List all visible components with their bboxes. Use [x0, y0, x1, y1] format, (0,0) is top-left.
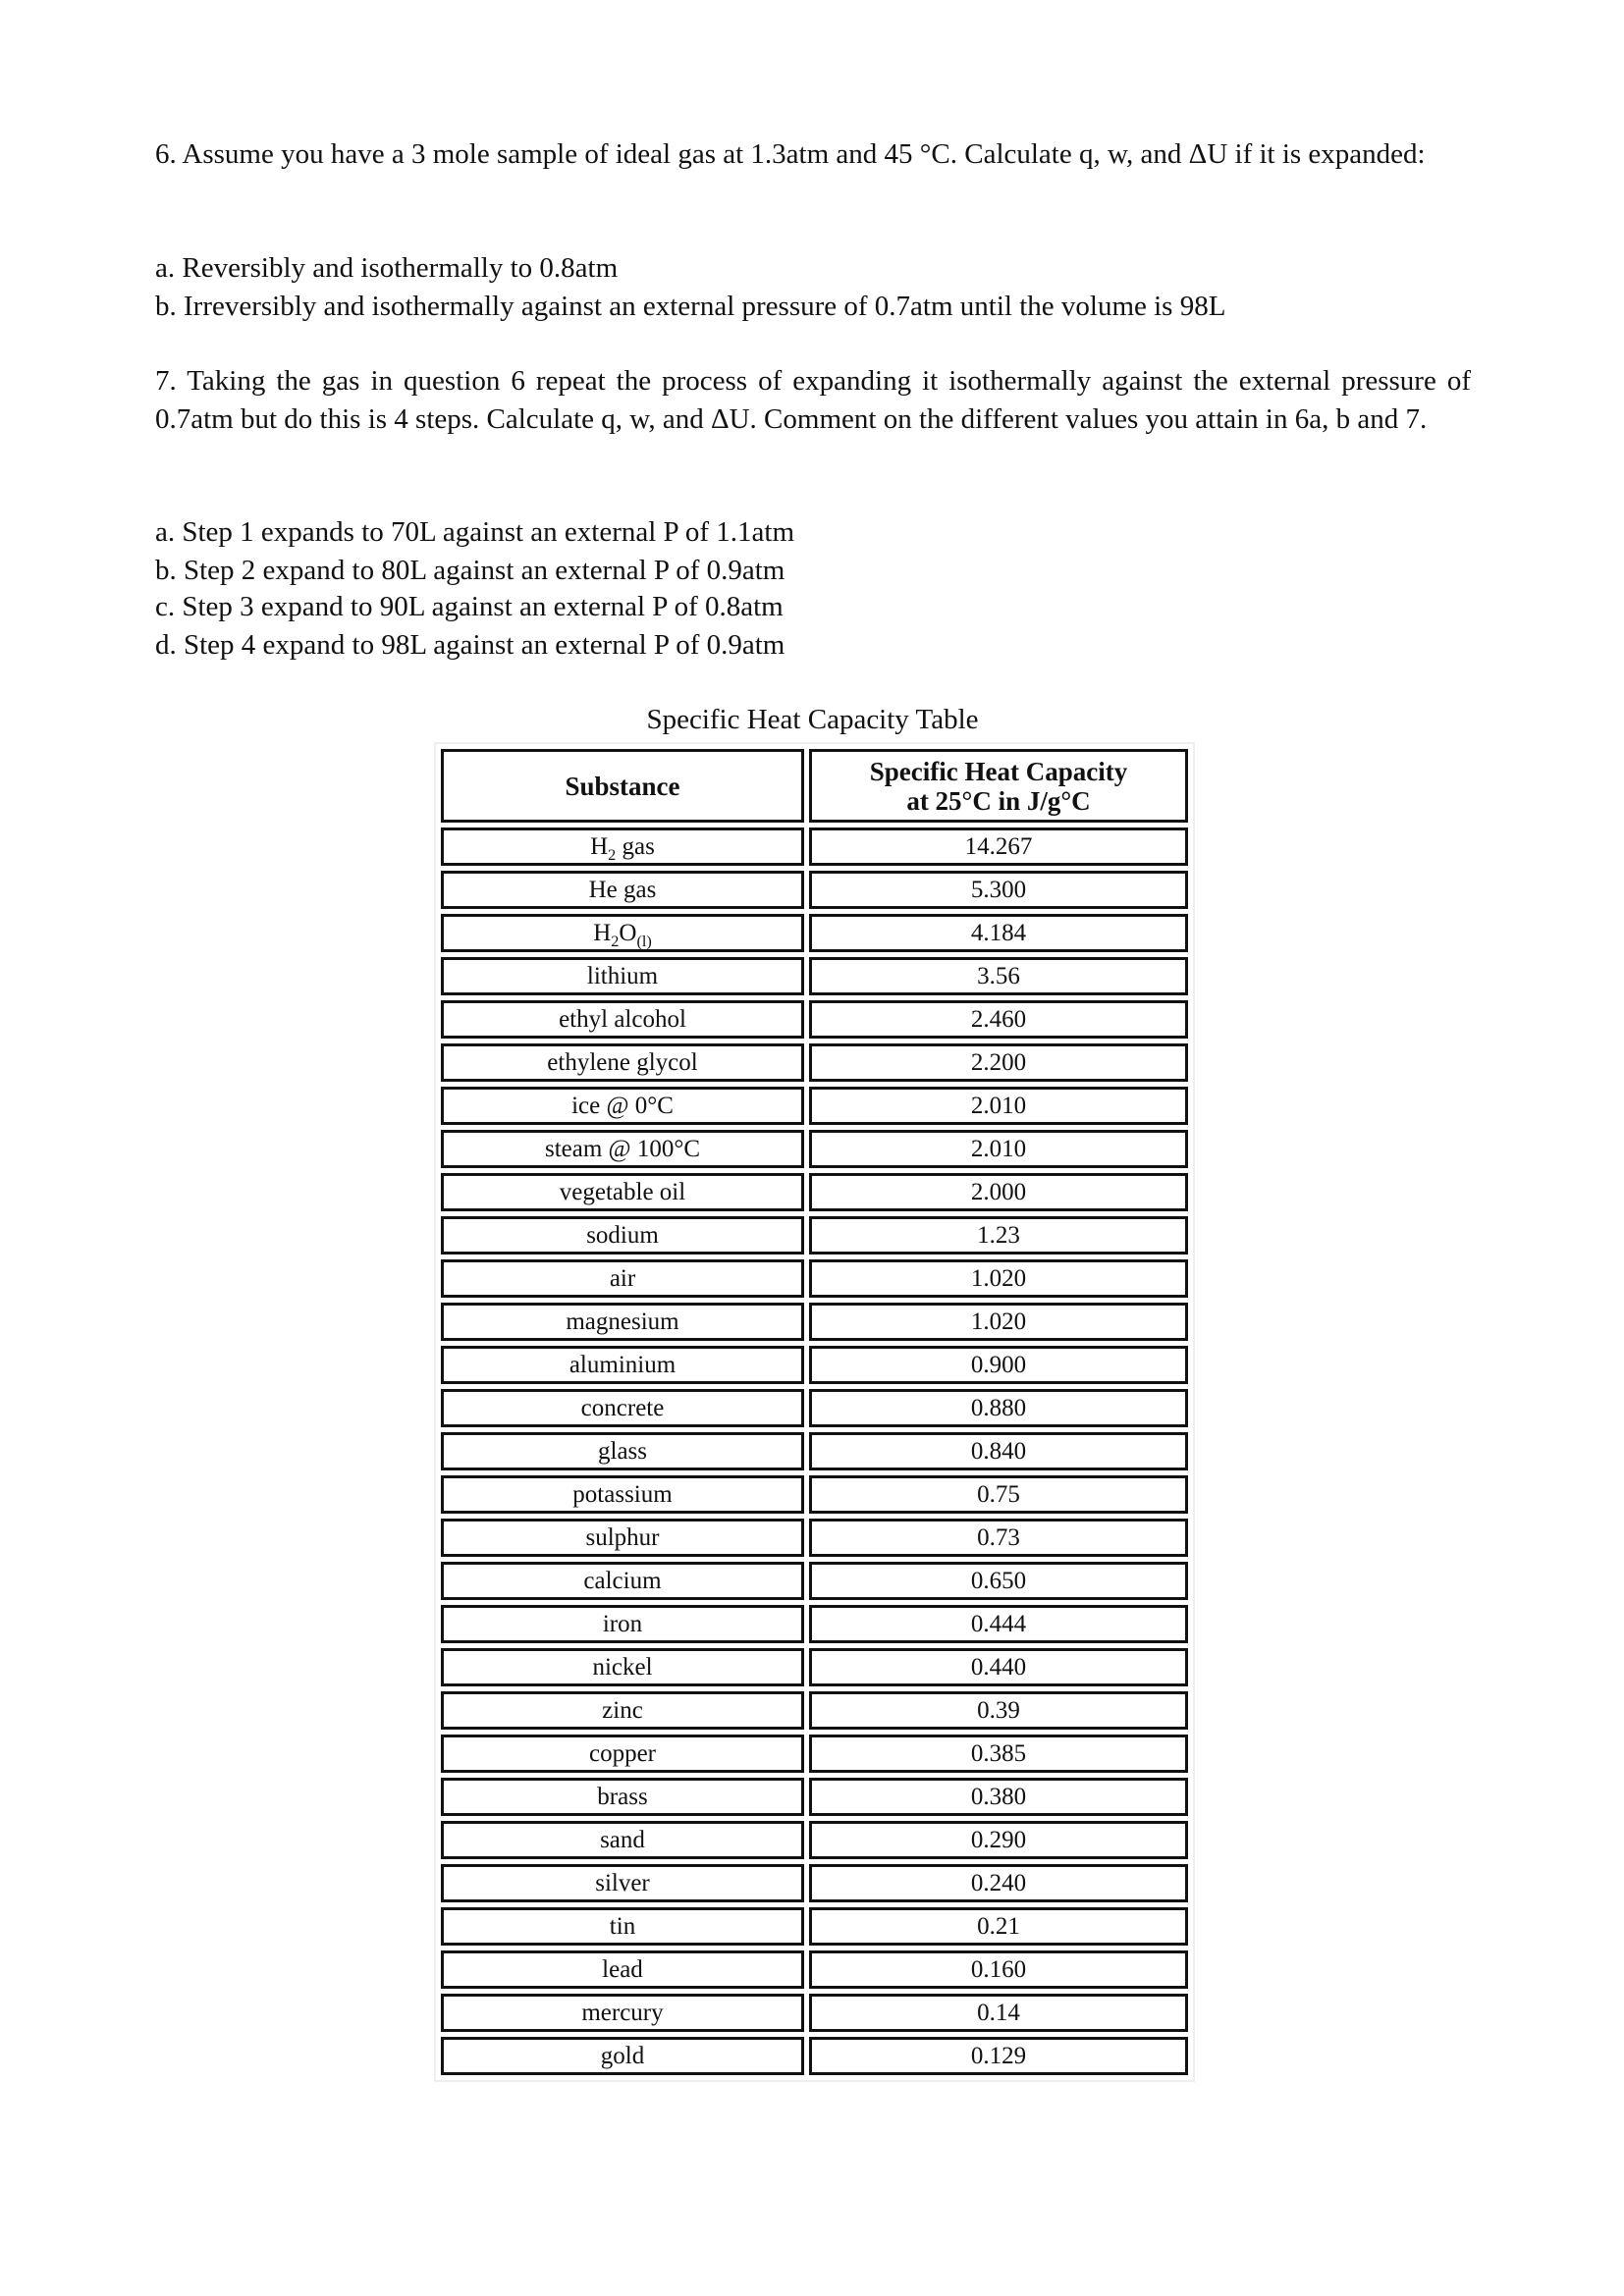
table-row — [441, 1346, 1188, 1384]
substance-cell — [441, 914, 804, 952]
capacity-value-cell: 0.39 — [809, 1691, 1188, 1730]
substance-text: tin — [609, 1913, 636, 1940]
capacity-value-cell: 2.200 — [809, 1043, 1188, 1082]
substance-text: O — [619, 920, 637, 946]
table-row — [441, 1389, 1188, 1427]
substance-cell — [441, 1216, 804, 1255]
substance-cell — [441, 1475, 804, 1514]
substance-cell — [441, 871, 804, 909]
capacity-value-cell: 0.840 — [809, 1432, 1188, 1470]
substance-cell — [441, 1864, 804, 1902]
question-7-step-b: b. Step 2 expand to 80L against an external P of 0.9atm — [155, 555, 785, 586]
substance-cell — [441, 1907, 804, 1946]
question-6b: b. Irreversibly and isothermally against an external pressure of 0.7atm until the volume is 98L — [155, 291, 1226, 322]
substance-text: air — [609, 1265, 636, 1292]
table-row — [441, 2037, 1188, 2075]
capacity-value-cell: 0.290 — [809, 1821, 1188, 1859]
substance-text: calcium — [583, 1568, 662, 1594]
substance-text: gas — [616, 833, 655, 860]
capacity-value-cell: 0.14 — [809, 1994, 1188, 2032]
capacity-value-cell: 0.129 — [809, 2037, 1188, 2075]
table-row — [441, 1173, 1188, 1211]
substance-text: concrete — [580, 1395, 665, 1421]
substance-text: gold — [600, 2043, 645, 2069]
substance-text: brass — [597, 1784, 648, 1810]
table-row — [441, 1994, 1188, 2032]
table-row — [441, 1648, 1188, 1686]
substance-text: magnesium — [566, 1308, 679, 1335]
capacity-value-cell: 14.267 — [809, 828, 1188, 866]
table-row — [441, 1778, 1188, 1816]
table-row — [441, 1087, 1188, 1125]
substance-text: (l) — [636, 933, 652, 950]
substance-cell — [441, 1043, 804, 1082]
substance-text: copper — [588, 1740, 657, 1767]
specific-heat-table — [434, 742, 1195, 2082]
substance-cell — [441, 1346, 804, 1384]
substance-text: iron — [602, 1611, 643, 1637]
substance-text: glass — [598, 1438, 647, 1465]
table-row — [441, 1000, 1188, 1039]
header-capacity — [809, 749, 1188, 823]
header-substance: Substance — [441, 749, 804, 823]
table-row — [441, 1821, 1188, 1859]
capacity-value-cell: 0.385 — [809, 1735, 1188, 1773]
substance-text: aluminium — [568, 1352, 677, 1378]
substance-text: H — [590, 833, 609, 860]
table-row — [441, 1562, 1188, 1600]
substance-text: lithium — [586, 963, 659, 989]
capacity-value-cell: 0.21 — [809, 1907, 1188, 1946]
substance-cell — [441, 1950, 804, 1989]
table-title: Specific Heat Capacity Table — [646, 704, 979, 735]
table-row — [441, 1216, 1188, 1255]
substance-cell — [441, 957, 804, 995]
capacity-value-cell: 0.75 — [809, 1475, 1188, 1514]
table-row — [441, 871, 1188, 909]
substance-text: sodium — [586, 1222, 659, 1249]
substance-cell — [441, 1303, 804, 1341]
substance-cell — [441, 1432, 804, 1470]
capacity-value-cell: 5.300 — [809, 871, 1188, 909]
substance-cell — [441, 1259, 804, 1298]
capacity-value-cell: 0.380 — [809, 1778, 1188, 1816]
table-row — [441, 1130, 1188, 1168]
substance-text: He gas — [588, 877, 657, 903]
substance-text: nickel — [592, 1654, 653, 1681]
substance-text: steam @ 100°C — [544, 1136, 700, 1162]
question-7-step-c: c. Step 3 expand to 90L against an external P of 0.8atm — [155, 591, 784, 622]
substance-text: H — [593, 920, 612, 946]
table-row — [441, 1519, 1188, 1557]
table-row — [441, 1735, 1188, 1773]
capacity-value-cell: 0.900 — [809, 1346, 1188, 1384]
table-row — [441, 1691, 1188, 1730]
substance-cell — [441, 1994, 804, 2032]
substance-text: 2 — [611, 933, 620, 950]
question-7-text: 7. Taking the gas in question 6 repeat the process of expanding it isothermally against the external pressure of 0.7atm but do this is 4 steps. Calculate q, w, and ΔU. Comment on the different values you attain in 6a, b and 7. — [155, 365, 1471, 435]
substance-text: sand — [600, 1827, 645, 1853]
header-capacity-line2: at 25°C in J/g°C — [906, 785, 1091, 816]
substance-cell — [441, 1691, 804, 1730]
table-row — [441, 828, 1188, 866]
capacity-value-cell: 4.184 — [809, 914, 1188, 952]
capacity-value-cell: 0.440 — [809, 1648, 1188, 1686]
substance-text: silver — [595, 1870, 650, 1896]
table-row — [441, 1043, 1188, 1082]
question-6-text: 6. Assume you have a 3 mole sample of ideal gas at 1.3atm and 45 °C. Calculate q, w, and ΔU if it is expanded: — [155, 138, 1426, 170]
table-row — [441, 1432, 1188, 1470]
capacity-value-cell: 0.240 — [809, 1864, 1188, 1902]
table-row — [441, 1605, 1188, 1643]
substance-text: 2 — [608, 846, 617, 864]
substance-cell — [441, 1087, 804, 1125]
substance-cell — [441, 1000, 804, 1039]
substance-text: ice @ 0°C — [571, 1093, 674, 1119]
question-7-step-d: d. Step 4 expand to 98L against an external P of 0.9atm — [155, 629, 785, 661]
table-row — [441, 1864, 1188, 1902]
substance-text: vegetable oil — [559, 1179, 686, 1205]
substance-text: ethylene glycol — [547, 1049, 698, 1076]
substance-cell — [441, 1389, 804, 1427]
table-row — [441, 914, 1188, 952]
table-row — [441, 1303, 1188, 1341]
capacity-value-cell: 0.73 — [809, 1519, 1188, 1557]
substance-cell — [441, 1173, 804, 1211]
question-6a: a. Reversibly and isothermally to 0.8atm — [155, 252, 619, 284]
question-7-step-a: a. Step 1 expands to 70L against an external P of 1.1atm — [155, 516, 794, 548]
substance-text: ethyl alcohol — [559, 1006, 686, 1033]
substance-cell — [441, 1821, 804, 1859]
capacity-value-cell: 0.444 — [809, 1605, 1188, 1643]
substance-cell — [441, 2037, 804, 2075]
capacity-value-cell: 2.000 — [809, 1173, 1188, 1211]
capacity-value-cell: 2.010 — [809, 1087, 1188, 1125]
table-header-row — [441, 749, 1188, 823]
substance-cell — [441, 1562, 804, 1600]
substance-cell — [441, 828, 804, 866]
capacity-value-cell: 3.56 — [809, 957, 1188, 995]
capacity-value-cell: 1.020 — [809, 1303, 1188, 1341]
table-row — [441, 1950, 1188, 1989]
table-row — [441, 1259, 1188, 1298]
substance-cell — [441, 1130, 804, 1168]
substance-text: potassium — [572, 1481, 673, 1508]
capacity-value-cell: 2.460 — [809, 1000, 1188, 1039]
substance-cell — [441, 1648, 804, 1686]
substance-text: sulphur — [585, 1524, 660, 1551]
substance-cell — [441, 1605, 804, 1643]
substance-text: zinc — [602, 1697, 643, 1724]
substance-text: mercury — [581, 2000, 664, 2026]
substance-cell — [441, 1778, 804, 1816]
substance-cell — [441, 1519, 804, 1557]
capacity-value-cell: 1.23 — [809, 1216, 1188, 1255]
substance-cell — [441, 1735, 804, 1773]
capacity-value-cell: 0.880 — [809, 1389, 1188, 1427]
capacity-value-cell: 0.650 — [809, 1562, 1188, 1600]
table-row — [441, 957, 1188, 995]
capacity-value-cell: 2.010 — [809, 1130, 1188, 1168]
table-row — [441, 1907, 1188, 1946]
capacity-value-cell: 1.020 — [809, 1259, 1188, 1298]
header-capacity-line1: Specific Heat Capacity — [869, 756, 1128, 786]
capacity-value-cell: 0.160 — [809, 1950, 1188, 1989]
substance-text: lead — [602, 1956, 643, 1983]
table-row — [441, 1475, 1188, 1514]
